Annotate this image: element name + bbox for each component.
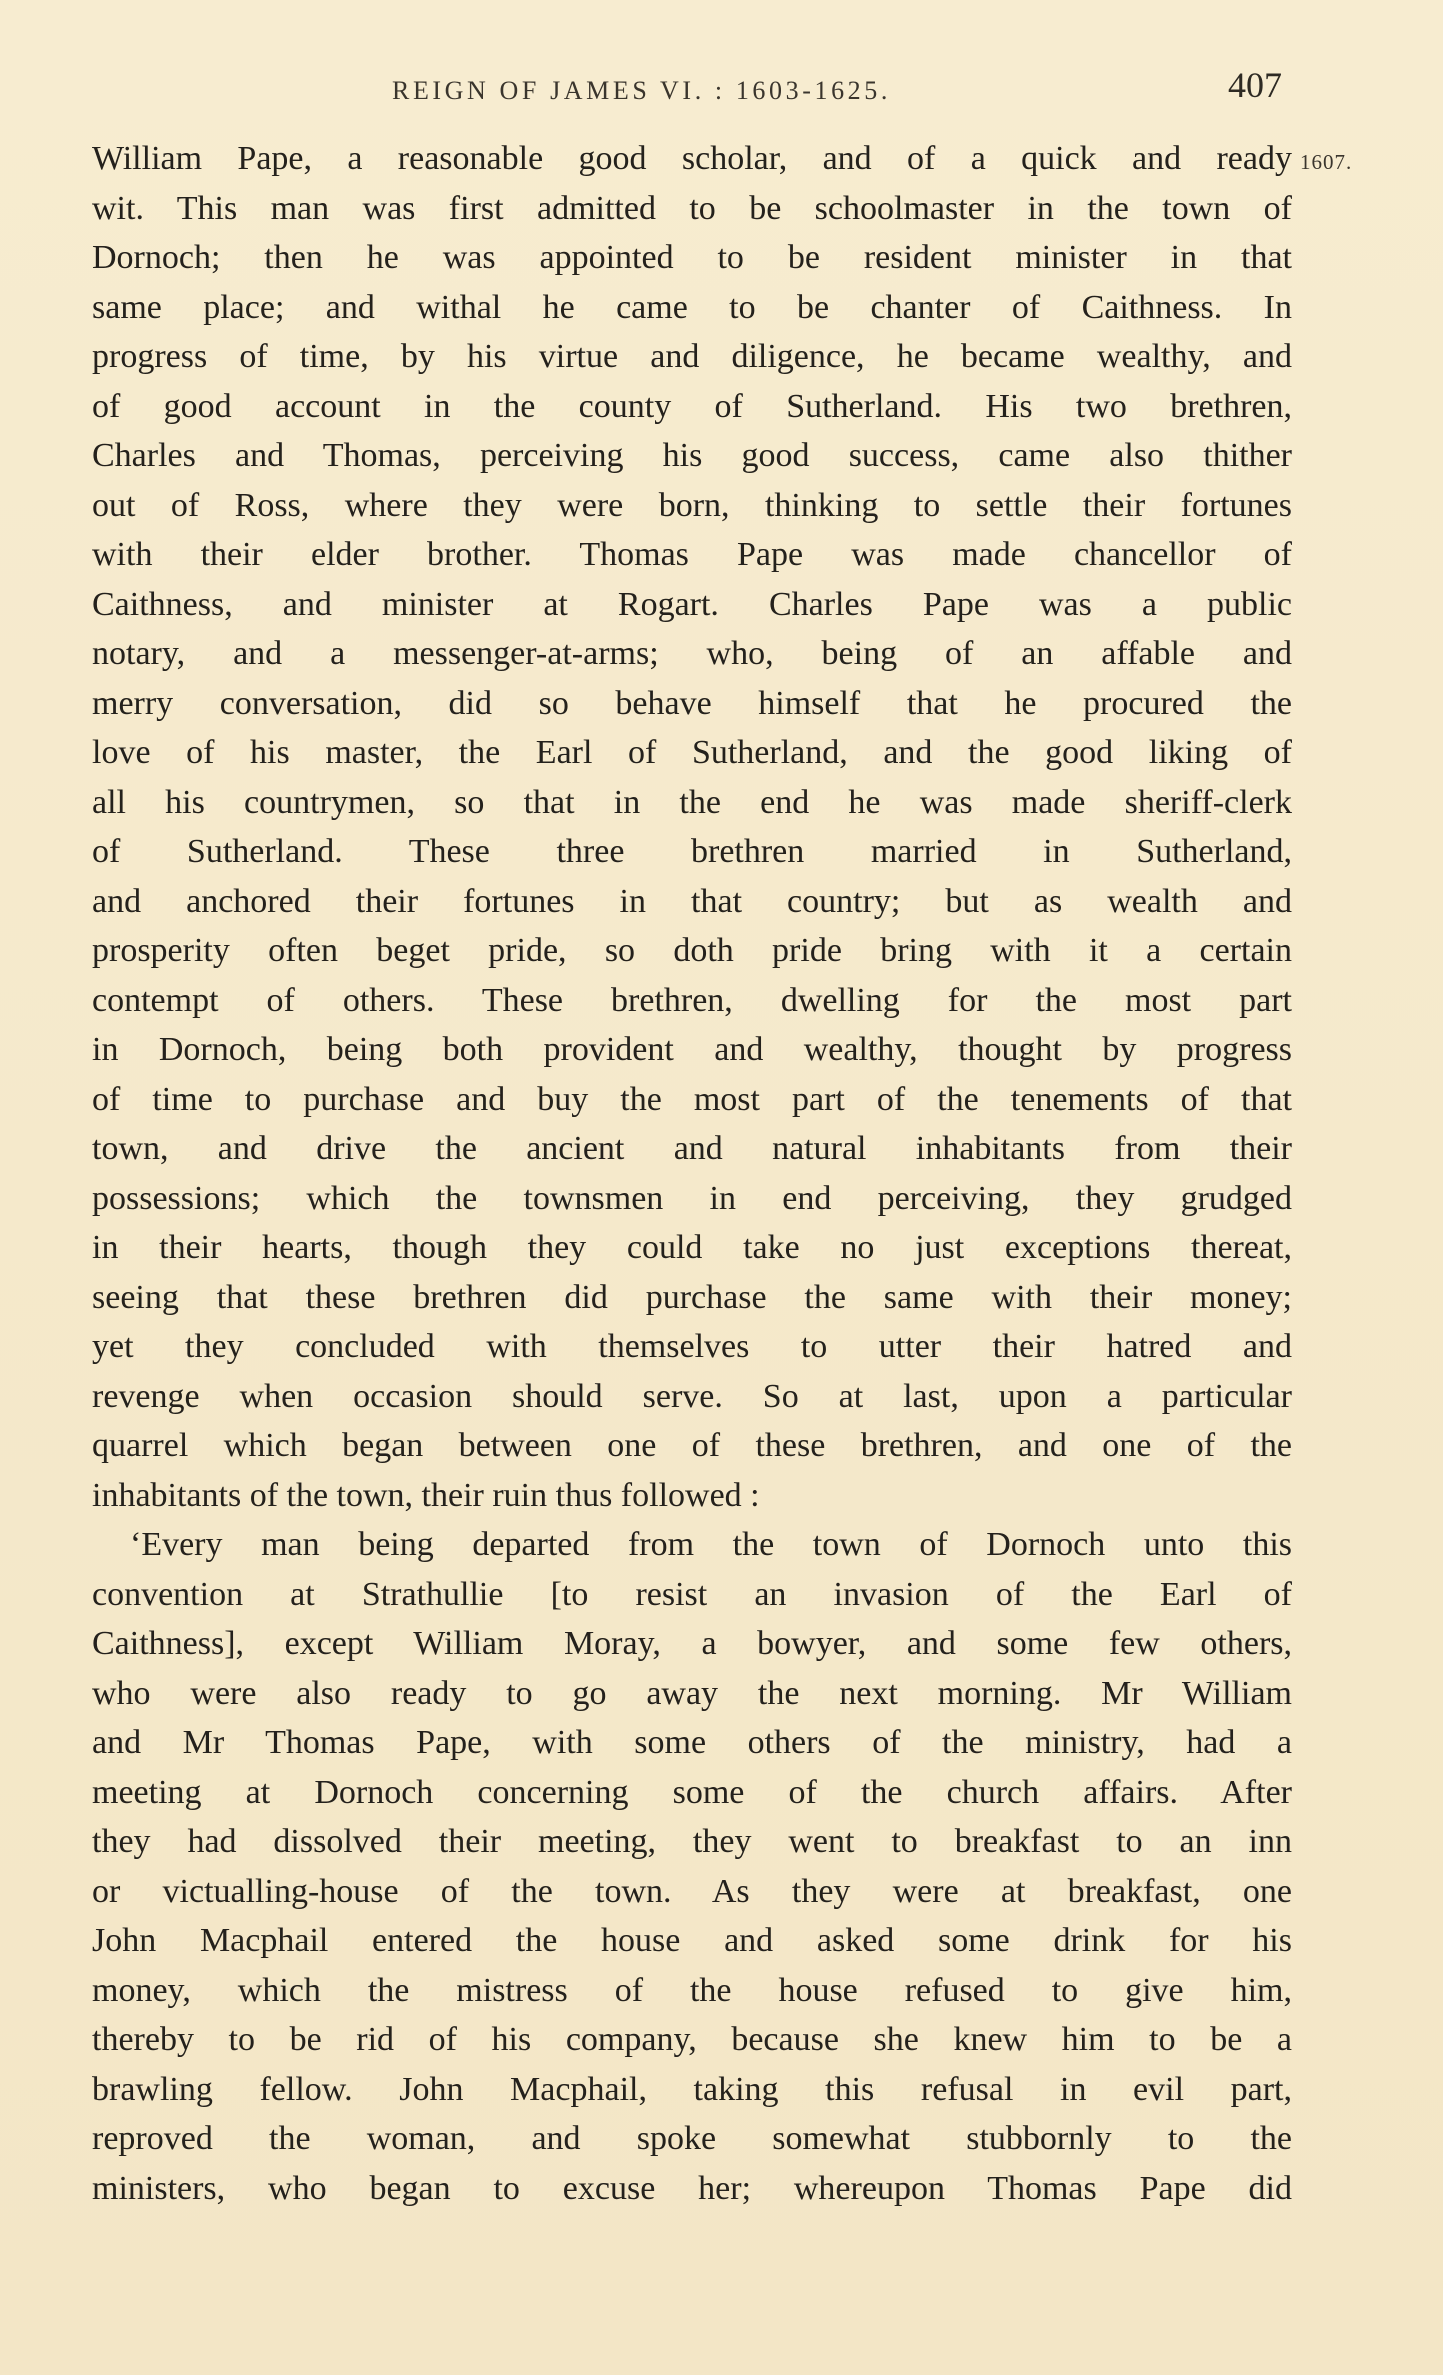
- text-line: convention at Strathullie [to resist an invasion of the Earl of: [92, 1575, 1292, 1613]
- text-line: Caithness, and minister at Rogart. Charles Pape was a public: [92, 585, 1292, 623]
- text-line: quarrel which began between one of these brethren, and one of the: [92, 1427, 1292, 1464]
- text-line: money, which the mistress of the house refused to give him,: [92, 1971, 1292, 2009]
- text-line: prosperity often beget pride, so doth pride bring with it a certain: [92, 932, 1292, 969]
- page-number: 407: [1228, 65, 1282, 105]
- text-line: inhabitants of the town, their ruin thus followed :: [92, 1476, 760, 1514]
- text-line: Caithness], except William Moray, a bowyer, and some few others,: [92, 1625, 1292, 1662]
- text-line: brawling fellow. John Macphail, taking this refusal in evil part,: [92, 2070, 1292, 2108]
- text-line: revenge when occasion should serve. So at last, upon a particular: [92, 1377, 1292, 1415]
- text-line: Charles and Thomas, perceiving his good success, came also thither: [92, 437, 1292, 474]
- text-line: yet they concluded with themselves to utter their hatred and: [92, 1328, 1292, 1365]
- body-text: [92, 134, 1292, 2213]
- text-line: of good account in the county of Sutherland. His two brethren,: [92, 387, 1292, 425]
- text-line: love of his master, the Earl of Sutherland, and the good liking of: [92, 734, 1292, 771]
- text-line: Dornoch; then he was appointed to be resident minister in that: [92, 239, 1292, 276]
- text-line: reproved the woman, and spoke somewhat stubbornly to the: [92, 2120, 1292, 2157]
- text-line: of Sutherland. These three brethren married in Sutherland,: [92, 833, 1292, 870]
- text-line: possessions; which the townsmen in end perceiving, they grudged: [92, 1179, 1292, 1217]
- text-line: notary, and a messenger-at-arms; who, being of an affable and: [92, 635, 1292, 672]
- text-line: same place; and withal he came to be chanter of Caithness. In: [92, 288, 1292, 326]
- text-line: John Macphail entered the house and asked some drink for his: [92, 1922, 1292, 1959]
- text-line: wit. This man was first admitted to be schoolmaster in the town of: [92, 189, 1292, 227]
- text-line: all his countrymen, so that in the end he was made sheriff-clerk: [92, 783, 1292, 821]
- running-head-title: REIGN OF JAMES VI. : 1603-1625.: [392, 76, 891, 105]
- text-line: thereby to be rid of his company, because she knew him to be a: [92, 2021, 1292, 2058]
- text-line: merry conversation, did so behave himself that he procured the: [92, 684, 1292, 722]
- text-line: progress of time, by his virtue and diligence, he became wealthy, and: [92, 338, 1292, 375]
- text-line: with their elder brother. Thomas Pape was made chancellor of: [92, 536, 1292, 573]
- text-line: ministers, who began to excuse her; whereupon Thomas Pape did: [92, 2169, 1292, 2207]
- text-line: meeting at Dornoch concerning some of the church affairs. After: [92, 1773, 1292, 1811]
- text-line: and Mr Thomas Pape, with some others of the ministry, had a: [92, 1724, 1292, 1761]
- running-head: [0, 64, 1443, 114]
- text-line: who were also ready to go away the next morning. Mr William: [92, 1674, 1292, 1712]
- text-line: seeing that these brethren did purchase the same with their money;: [92, 1278, 1292, 1316]
- margin-year-note: 1607.: [1300, 150, 1353, 174]
- text-line: out of Ross, where they were born, thinking to settle their fortunes: [92, 486, 1292, 524]
- text-line: in their hearts, though they could take no just exceptions thereat,: [92, 1229, 1292, 1266]
- text-line: and anchored their fortunes in that country; but as wealth and: [92, 882, 1292, 920]
- text-line: in Dornoch, being both provident and wealthy, thought by progress: [92, 1031, 1292, 1068]
- text-line: contempt of others. These brethren, dwelling for the most part: [92, 981, 1292, 1019]
- text-line: town, and drive the ancient and natural inhabitants from their: [92, 1130, 1292, 1167]
- text-line: of time to purchase and buy the most part of the tenements of that: [92, 1080, 1292, 1118]
- text-line: William Pape, a reasonable good scholar, and of a quick and ready: [92, 140, 1292, 177]
- text-line: or victualling-house of the town. As they were at breakfast, one: [92, 1872, 1292, 1910]
- text-line: they had dissolved their meeting, they went to breakfast to an inn: [92, 1823, 1292, 1860]
- text-line: ‘Every man being departed from the town of Dornoch unto this: [130, 1526, 1292, 1563]
